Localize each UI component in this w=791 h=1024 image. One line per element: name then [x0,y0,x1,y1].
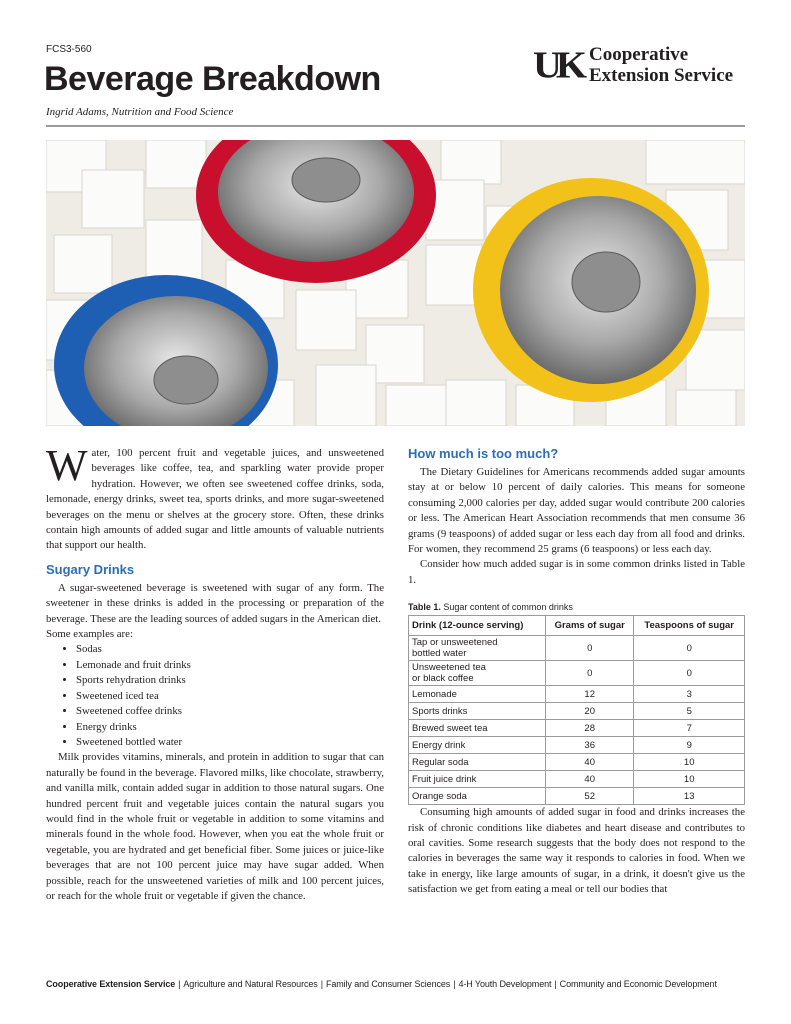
sugary-drinks-heading: Sugary Drinks [46,561,135,577]
footer-item: Cooperative Extension Service [46,979,176,989]
cell-drink: Regular soda [409,754,546,771]
list-item: • Sports rehydration drinks [76,673,384,688]
table-row [409,661,745,686]
footer-separator: | [178,979,181,989]
cell-teaspoons: 0 [634,636,745,661]
col-header-grams: Grams of sugar [546,616,634,636]
left-column [46,441,384,904]
cell-teaspoons: 10 [634,754,745,771]
cell-drink: Lemonade [409,686,546,703]
author-line: Ingrid Adams, Nutrition and Food Science [46,106,234,118]
table-caption-label: Table 1. [408,602,441,613]
logo-text [589,44,733,86]
cell-grams: 52 [546,788,634,805]
footer-item: 4-H Youth Development [458,979,552,989]
list-item: • Lemonade and fruit drinks [76,658,384,673]
cell-drink: Fruit juice drink [409,771,546,788]
table-row [409,703,745,720]
cell-drink: Tap or unsweetened bottled water [409,636,546,661]
cell-drink: Energy drink [409,737,546,754]
footer-units [46,979,717,989]
cell-teaspoons: 5 [634,703,745,720]
how-much-paragraph-2: Consider how much added sugar is in some common drinks listed in Table 1. [408,558,745,586]
list-item: • Sweetened coffee drinks [76,704,384,719]
sugary-paragraph-1: A sugar-sweetened beverage is sweetened with sugar of any form. The sweetener in these drinks is added in the processing or preparation of the beverage. These are the leading sources of added sugars in the American diet. [46,581,384,625]
cell-teaspoons: 0 [634,661,745,686]
how-much-paragraph-1: The Dietary Guidelines for Americans recommends added sugar amounts stay at or below 10 percent of daily calories. This means for someone consuming 2,000 calories per day, added sugar would contribute 200 calories or less. The American Heart Association recommends that men consume 36 grams (9 teaspoons) of added sugar or less each day from all food and drinks. For women, they recommend 25 grams (6 teaspoons) or less each day. [408,466,745,556]
header-divider [46,125,745,127]
cell-grams: 0 [546,661,634,686]
sugary-paragraph-2: Milk provides vitamins, minerals, and protein in addition to sugar that can naturally be found in the beverage. Flavored milks, like chocolate, strawberry, and vanilla milk, contain added sugar in addition to those natural sugars. One hundred percent fruit and vegetable juices contain the natural sugars you would find in the whole fruit or vegetable in addition to some vitamins and minerals found in the whole food. However, when you eat the whole fruit or vegetable, you are hydrated and get beneficial fiber. Some juices or juice-like beverages that are not 100 percent juice may have sugar added. When possible, reach for the unsweetened varieties of milk and 100 percent juices, or reach for the whole fruit or vegetable if given the chance. [46,751,384,902]
right-column [408,446,745,898]
table-row [409,686,745,703]
extension-logo [533,44,733,86]
page-title: Beverage Breakdown [44,60,381,98]
footer-item: Family and Consumer Sciences [325,979,451,989]
how-much-heading: How much is too much? [408,446,559,461]
list-item: • Sodas [76,642,384,657]
cell-drink: Brewed sweet tea [409,720,546,737]
closing-paragraph: Consuming high amounts of added sugar in food and drinks increases the risk of chronic conditions like diabetes and heart disease and contributes to oral cavities. Some research suggests that the body does not respond to the calories in beverages the same way it responds to calories in food. When we take in energy, like large amounts of sugar, in a drink, it doesn't give us the satisfaction we get from eating a meal or tell our bodies that [408,806,745,896]
logo-line-1: Cooperative [589,44,689,65]
cell-drink: Unsweetened tea or black coffee [409,661,546,686]
sugar-content-table [408,615,745,805]
publication-code: FCS3-560 [46,44,92,55]
table-row [409,754,745,771]
cell-teaspoons: 13 [634,788,745,805]
table-caption [408,602,745,612]
table-header-row [409,616,745,636]
table-row [409,720,745,737]
list-item: • Energy drinks [76,720,384,735]
cell-grams: 0 [546,636,634,661]
table-row [409,771,745,788]
list-item: • Sweetened bottled water [76,735,384,750]
table-row [409,636,745,661]
logo-line-2: Extension Service [589,65,734,86]
intro-paragraph [46,441,384,554]
col-header-drink: Drink (12-ounce serving) [409,616,546,636]
uk-logo-mark: UK [533,43,581,86]
cell-grams: 40 [546,754,634,771]
footer-item: Community and Economic Development [559,979,717,989]
cell-teaspoons: 9 [634,737,745,754]
list-item: • Sweetened iced tea [76,689,384,704]
hero-image-cans-and-sugar-cubes [46,140,745,426]
footer-separator: | [320,979,323,989]
intro-text: ater, 100 percent fruit and vegetable juices, and unsweetened beverages like coffee, tea, and sparkling water provide proper hydration. However, we often see sweetened coffee drinks, soda, lemonade, energy drinks, sweet tea, sports drinks, and more sugar-sweetened beverages on the menu or shelves at the grocery store. Often, these drinks contain high amounts of added sugar and little amounts of valuable nutrients that support our health. [46,447,384,552]
cell-grams: 36 [546,737,634,754]
footer-separator: | [453,979,456,989]
footer-item: Agriculture and Natural Resources [183,979,318,989]
cell-grams: 28 [546,720,634,737]
col-header-teaspoons: Teaspoons of sugar [634,616,745,636]
examples-list [46,642,384,750]
table-caption-text: Sugar content of common drinks [440,602,573,613]
cell-drink: Orange soda [409,788,546,805]
cell-teaspoons: 3 [634,686,745,703]
table-row [409,788,745,805]
cell-grams: 40 [546,771,634,788]
cell-teaspoons: 10 [634,771,745,788]
table-row [409,737,745,754]
cell-grams: 20 [546,703,634,720]
footer-separator: | [554,979,557,989]
cell-grams: 12 [546,686,634,703]
cell-drink: Sports drinks [409,703,546,720]
cell-teaspoons: 7 [634,720,745,737]
examples-label: Some examples are: [46,628,133,641]
drop-cap: W [46,441,88,490]
